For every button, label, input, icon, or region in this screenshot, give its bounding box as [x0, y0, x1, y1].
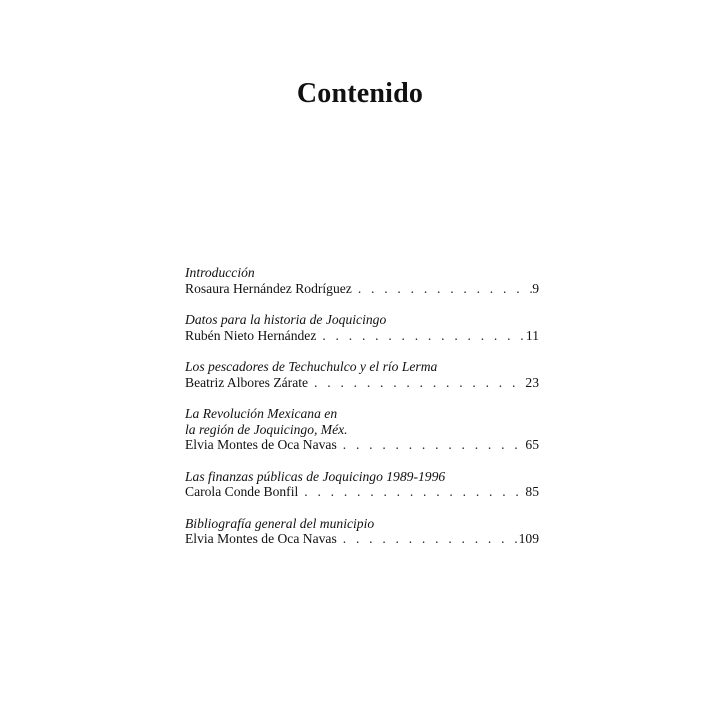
toc-entry-page-number: 9 — [532, 280, 539, 296]
toc-entry-author: Beatriz Albores Zárate — [185, 374, 309, 390]
toc-entry-introduccion — [185, 265, 539, 296]
dot-leader — [352, 281, 532, 297]
dot-leader — [337, 437, 526, 453]
toc-entry-title: La Revolución Mexicana en — [185, 406, 338, 421]
toc-entry-line — [185, 281, 539, 297]
toc-entry-finanzas — [185, 469, 539, 500]
toc-entry-page-number: 65 — [525, 437, 539, 452]
dot-leader — [316, 328, 526, 344]
toc-entry-page-number: 85 — [525, 484, 539, 499]
toc-entry-revolucion — [185, 406, 539, 453]
toc-entry-line — [185, 375, 539, 391]
toc-entry-title: Los pescadores de Techuchulco y el río Lerma — [185, 359, 438, 374]
toc-entry-author: Rubén Nieto Hernández — [185, 327, 317, 343]
toc-entry-title: Introducción — [185, 265, 255, 280]
toc-entry-line — [185, 531, 539, 547]
toc-entry-bibliografia — [185, 516, 539, 547]
toc-entry-title-continued: la región de Joquicingo, Méx. — [185, 421, 348, 437]
toc-entry-title: Datos para la historia de Joquicingo — [185, 312, 387, 327]
toc-entry-pescadores — [185, 359, 539, 390]
toc-entry-title: Bibliografía general del municipio — [185, 515, 375, 531]
toc-entry-title: Las finanzas públicas de Joquicingo 1989-1996 — [185, 468, 446, 484]
dot-leader — [337, 531, 519, 547]
toc-entry-page-number: 109 — [518, 531, 539, 546]
toc-entry-author: Elvia Montes de Oca Navas — [185, 437, 337, 452]
toc-entry-author: Carola Conde Bonfil — [185, 484, 299, 499]
dot-leader — [298, 484, 525, 500]
toc-entry-line — [185, 484, 539, 500]
toc-entry-author: Rosaura Hernández Rodríguez — [185, 280, 352, 296]
table-of-contents — [185, 265, 539, 563]
toc-entry-page-number: 23 — [525, 374, 539, 390]
toc-entry-page-number: 11 — [525, 327, 539, 343]
toc-entry-line — [185, 328, 539, 344]
page-title: Contenido — [296, 78, 424, 109]
toc-entry-datos-historia — [185, 312, 539, 343]
toc-entry-author: Elvia Montes de Oca Navas — [185, 531, 337, 546]
dot-leader — [308, 375, 525, 391]
toc-entry-line — [185, 437, 539, 453]
